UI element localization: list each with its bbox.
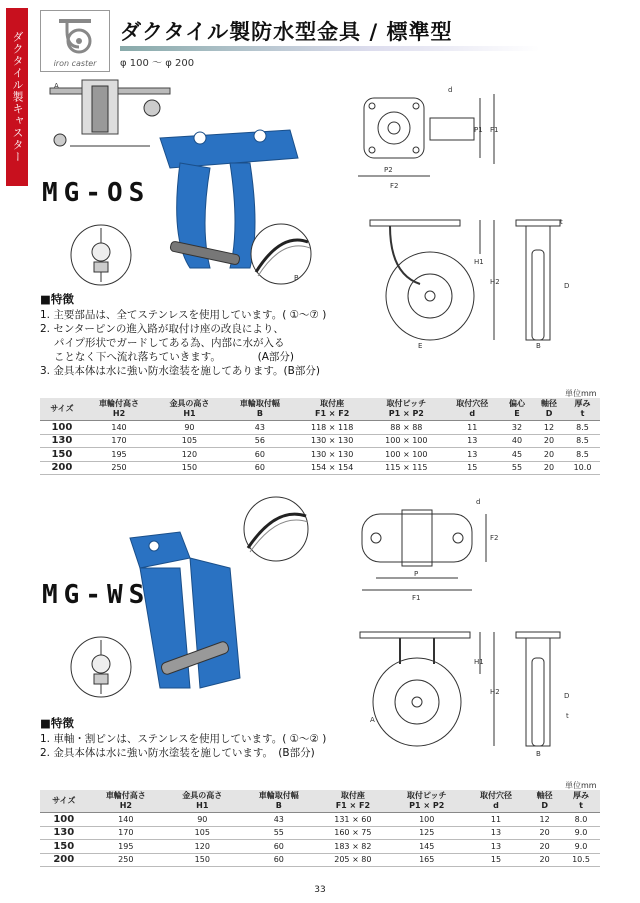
mg-ws-coating-detail-diagram: [238, 494, 314, 564]
mg-ws-spec-table: [40, 790, 600, 867]
mg-ws-top-view-drawing: [350, 494, 520, 602]
mg-ws-features: [40, 716, 326, 760]
label-a: A: [54, 82, 59, 90]
label-e: E: [418, 342, 423, 350]
label-d-shaft: D: [564, 282, 570, 290]
table-header-row: [40, 398, 600, 421]
label-b-width: B: [536, 342, 541, 350]
label-h2-ws: H2: [490, 688, 500, 696]
header-shaft: 軸径 D: [527, 790, 562, 813]
mg-os-spec-table: [40, 398, 600, 475]
label-d-ws: d: [476, 498, 481, 506]
label-b: B: [294, 274, 299, 282]
header-p: 取付ピッチ P1 × P2: [369, 398, 443, 421]
model-name-mg-ws: MG-WS: [42, 580, 151, 610]
mg-os-features: [40, 292, 326, 378]
side-tab: ダクタイル製キャスター: [6, 8, 28, 186]
header-h2: 車輪付高さ H2: [88, 790, 164, 813]
header-f: 取付座 F1 × F2: [317, 790, 389, 813]
header-h1: 金具の高さ H1: [154, 398, 224, 421]
unit-label: 単位mm: [565, 389, 597, 398]
header-shaft: 軸径 D: [533, 398, 565, 421]
table-row: 150 195 120 60 130 × 130 100 × 100 13 45 20 8.5: [40, 448, 600, 462]
header-size: サイズ: [40, 398, 84, 421]
title-underline: [120, 46, 540, 51]
header-d: 取付穴径 d: [443, 398, 501, 421]
label-p: P: [414, 570, 419, 578]
label-d: d: [448, 86, 453, 94]
label-h1-ws: H1: [474, 658, 484, 666]
label-h2: H2: [490, 278, 500, 286]
label-f1-ws: F1: [412, 594, 421, 602]
feature-line: 1. 主要部品は、全てステンレスを使用しています。( ①〜⑦ ): [40, 309, 327, 321]
page-title: ダクタイル製防水型金具 / 標準型: [120, 20, 453, 44]
table-row: 130 170 105 55 160 × 75 125 13 20 9.0: [40, 826, 600, 840]
table-row: 150 195 120 60 183 × 82 145 13 20 9.0: [40, 840, 600, 854]
mg-ws-pin-detail-diagram: [68, 634, 134, 700]
label-d-shaft-ws: D: [564, 692, 570, 700]
header-t: 厚み t: [565, 398, 600, 421]
label-t-ws: t: [566, 712, 569, 720]
label-t: t: [560, 218, 563, 226]
mg-os-pin-detail-diagram: [68, 222, 134, 288]
features-title: ■特徴: [40, 292, 74, 306]
label-a-ws: A: [370, 716, 375, 724]
label-f2-ws: F2: [490, 534, 499, 542]
header-e: 偏心 E: [501, 398, 533, 421]
feature-line: 3. 金具本体は水に強い防水塗装を施してあります。(B部分): [40, 365, 320, 377]
caster-logo-icon: [53, 17, 97, 55]
label-f2: F2: [390, 182, 399, 190]
header-f: 取付座 F1 × F2: [295, 398, 369, 421]
feature-line: 2. センターピンの進入路が取付け座の改良により、: [40, 323, 284, 335]
header-b: 車輪取付幅 B: [225, 398, 295, 421]
logo-text: iron caster: [53, 59, 97, 68]
label-h1: H1: [474, 258, 484, 266]
label-p2: P2: [384, 166, 393, 174]
table-row: 200 250 150 60 154 × 154 115 × 115 15 55 20 10.0: [40, 461, 600, 475]
page-subtitle: φ 100 〜 φ 200: [120, 58, 195, 69]
unit-label: 単位mm: [565, 781, 597, 790]
header-p: 取付ピッチ P1 × P2: [389, 790, 465, 813]
feature-line: 1. 車軸・割ピンは、ステンレスを使用しています。( ①〜② ): [40, 733, 327, 745]
label-p1: P1: [474, 126, 483, 134]
feature-line: ことなく下へ流れ落ちていきます。 (A部分): [40, 351, 295, 363]
header-h2: 車輪付高さ H2: [84, 398, 154, 421]
page-number: 33: [314, 885, 326, 895]
header-b: 車輪取付幅 B: [241, 790, 317, 813]
table-row: 100 140 90 43 118 × 118 88 × 88 11 32 12 8.5: [40, 421, 600, 435]
features-title: ■特徴: [40, 716, 74, 730]
mg-os-top-view-drawing: [350, 84, 520, 194]
header-size: サイズ: [40, 790, 88, 813]
mg-ws-side-view-drawing: [350, 624, 590, 760]
header-t: 厚み t: [562, 790, 600, 813]
header-h1: 金具の高さ H1: [164, 790, 240, 813]
feature-line: 2. 金具本体は水に強い防水塗装を施しています。 (B部分): [40, 747, 315, 759]
table-row: 130 170 105 56 130 × 130 100 × 100 13 40 20 8.5: [40, 434, 600, 448]
table-row: 100 140 90 43 131 × 60 100 11 12 8.0: [40, 813, 600, 827]
mg-os-coating-detail-diagram: [246, 222, 316, 286]
label-b-ws: B: [536, 750, 541, 758]
model-name-mg-os: MG-OS: [42, 178, 151, 208]
logo: [40, 10, 110, 72]
table-header-row: [40, 790, 600, 813]
mg-os-side-view-drawing: [350, 214, 590, 350]
feature-line: パイプ形状でガードしてある為、内部に水が入る: [40, 337, 285, 349]
header-d: 取付穴径 d: [465, 790, 528, 813]
table-row: 200 250 150 60 205 × 80 165 15 20 10.5: [40, 853, 600, 867]
label-f1: F1: [490, 126, 499, 134]
